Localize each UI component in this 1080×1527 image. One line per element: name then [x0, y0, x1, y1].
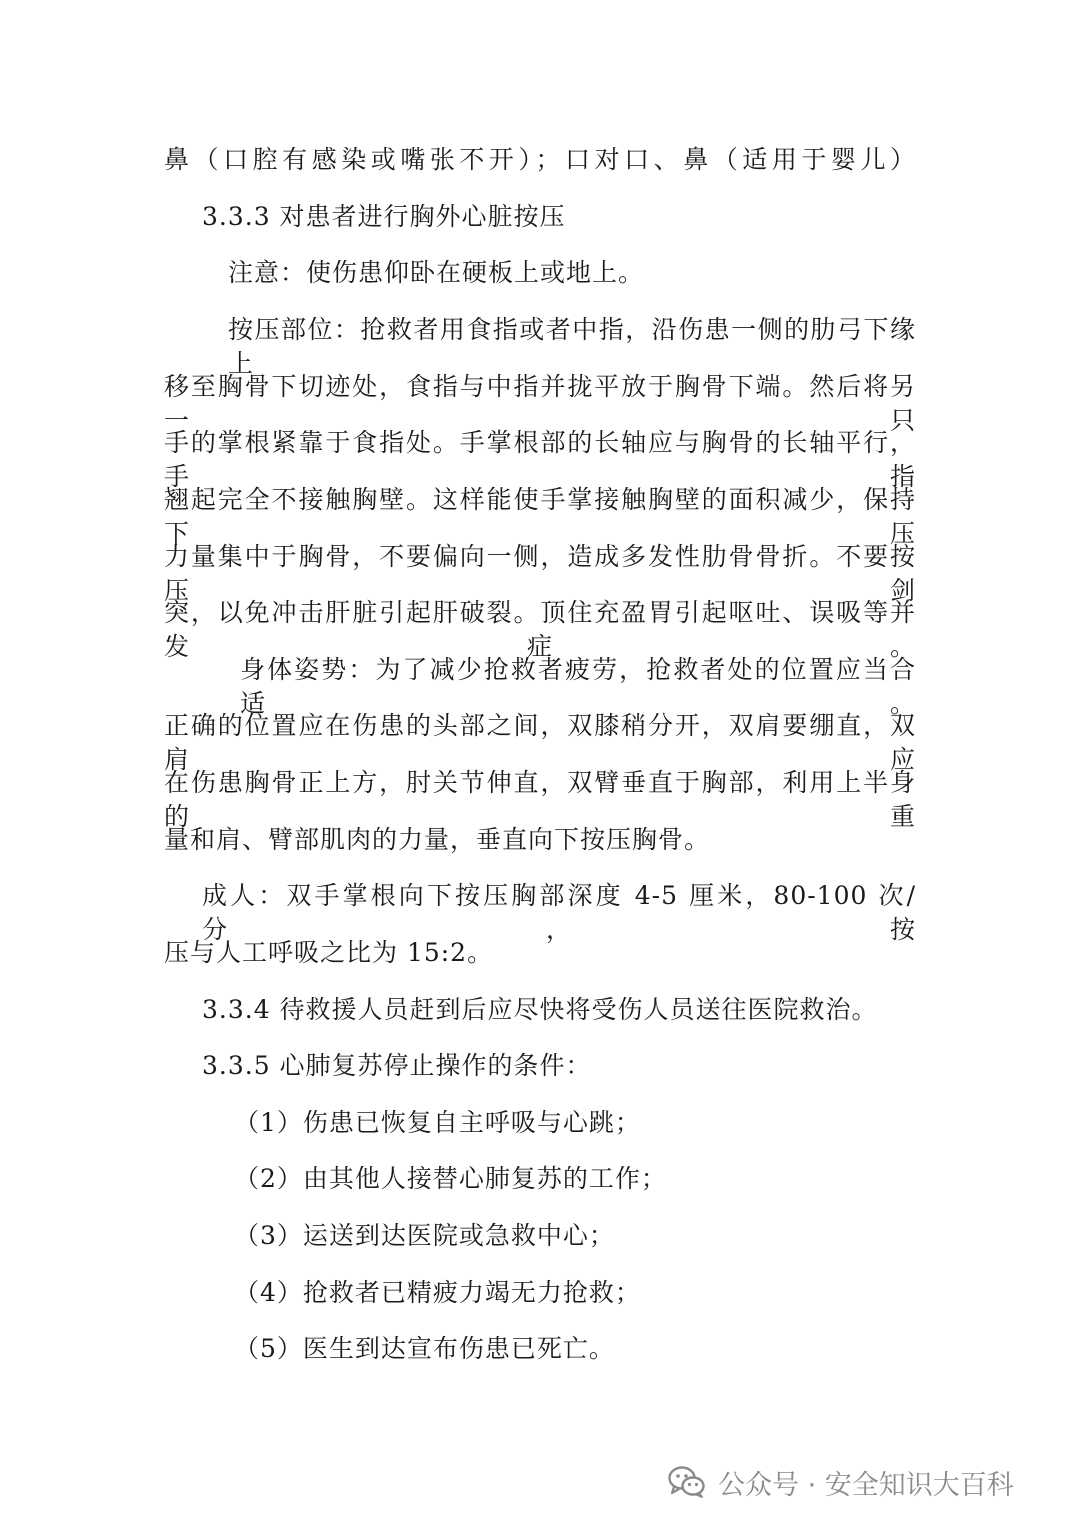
- text-line: 力量集中于胸骨，不要偏向一侧，造成多发性肋骨骨折。不要按压剑: [164, 542, 916, 605]
- text-line: 量和肩、臂部肌肉的力量，垂直向下按压胸骨。: [164, 825, 711, 854]
- text-line: 压与人工呼吸之比为 15:2。: [164, 938, 494, 967]
- text-line: 手的掌根紧靠于食指处。手掌根部的长轴应与胸骨的长轴平行，手指: [164, 428, 916, 491]
- text-line: 移至胸骨下切迹处，食指与中指并拢平放于胸骨下端。然后将另一只: [164, 372, 916, 435]
- list-item: （3）运送到达医院或急救中心；: [234, 1221, 615, 1250]
- section-heading: 3.3.5 心肺复苏停止操作的条件：: [202, 1051, 592, 1080]
- text-line: 身体姿势：为了减少抢救者疲劳，抢救者处的位置应当合适。: [240, 655, 916, 718]
- list-item: （5）医生到达宣布伤患已死亡。: [234, 1334, 615, 1363]
- section-heading: 3.3.3 对患者进行胸外心脏按压: [202, 202, 566, 231]
- list-item: （1）伤患已恢复自主呼吸与心跳；: [234, 1108, 641, 1137]
- text-line: 成人：双手掌根向下按压胸部深度 4-5 厘米，80-100 次/分，按: [202, 881, 916, 944]
- text-line: 鼻（口腔有感染或嘴张不开）；口对口、鼻（适用于婴儿）: [164, 145, 916, 174]
- wechat-icon: [668, 1465, 706, 1499]
- text-line: 翘起完全不接触胸壁。这样能使手掌接触胸壁的面积减少，保持下压: [164, 485, 916, 548]
- list-item: （2）由其他人接替心肺复苏的工作；: [234, 1164, 667, 1193]
- text-line: 注意：使伤患仰卧在硬板上或地上。: [228, 258, 645, 287]
- watermark: [668, 1462, 1014, 1502]
- section-heading: 3.3.4 待救援人员赶到后应尽快将受伤人员送往医院救治。: [202, 995, 878, 1024]
- text-line: 突，以免冲击肝脏引起肝破裂。顶住充盈胃引起呕吐、误吸等并发症。: [164, 598, 916, 661]
- text-line: 按压部位：抢救者用食指或者中指，沿伤患一侧的肋弓下缘上: [228, 315, 916, 378]
- list-item: （4）抢救者已精疲力竭无力抢救；: [234, 1278, 641, 1307]
- text-line: 正确的位置应在伤患的头部之间，双膝稍分开，双肩要绷直，双肩应: [164, 711, 916, 774]
- watermark-text: 公众号 · 安全知识大百科: [718, 1469, 1014, 1501]
- text-line: 在伤患胸骨正上方，肘关节伸直，双臂垂直于胸部，利用上半身的重: [164, 768, 916, 831]
